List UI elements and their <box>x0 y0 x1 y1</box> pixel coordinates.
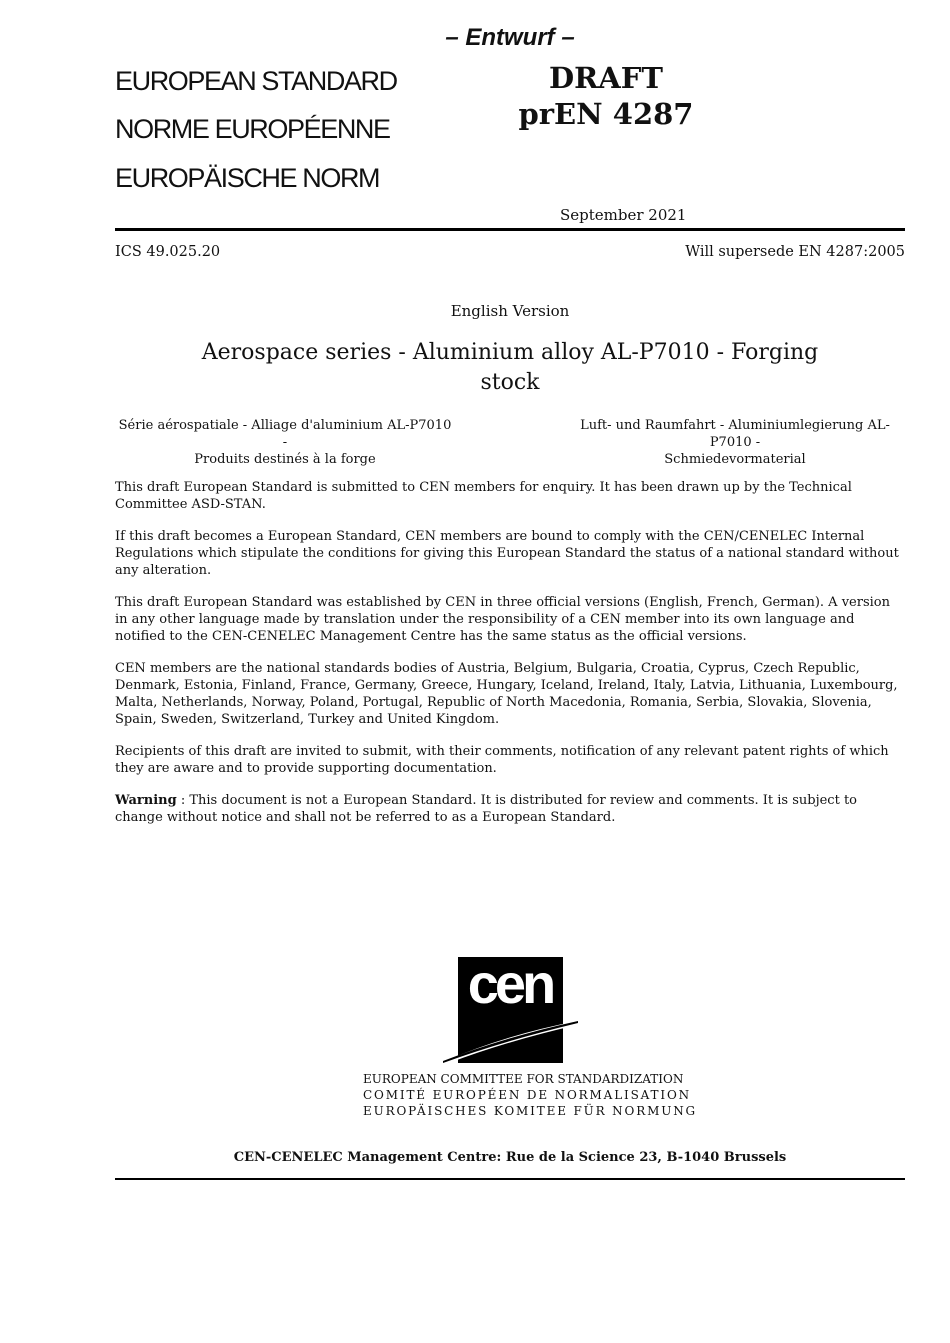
committee-name-de: EUROPÄISCHES KOMITEE FÜR NORMUNG <box>363 1104 697 1118</box>
body-text <box>115 479 905 826</box>
standard-name-en: EUROPEAN STANDARD <box>115 66 397 96</box>
paragraph-patents: Recipients of this draft are invited to submit, with their comments, notification of any relevant patent rights of which they are aware and to provide supporting documentation. <box>115 744 889 776</box>
paragraph-versions: This draft European Standard was established by CEN in three official versions (English, French, German). A version in any other language made by translation under the responsibility of a CEN member into its own language and notified to the CEN-CENELEC Management Centre has the same status as the official versions. <box>115 595 890 644</box>
paragraph-warning <box>115 792 905 826</box>
committee-names <box>363 1071 697 1119</box>
paragraph-compliance: If this draft becomes a European Standard, CEN members are bound to comply with the CEN/CENELEC Internal Regulations which stipulate the conditions for giving this European Standard the status of a national standard without any alteration. <box>115 529 899 578</box>
draft-marker: – Entwurf – <box>445 24 575 51</box>
management-centre-address: CEN-CENELEC Management Centre: Rue de la Science 23, B-1040 Brussels <box>233 1150 787 1165</box>
ics-code: ICS 49.025.20 <box>115 244 221 260</box>
draft-title-block <box>490 60 722 132</box>
warning-label: Warning <box>115 793 177 808</box>
committee-name-fr: COMITÉ EUROPÉEN DE NORMALISATION <box>363 1088 692 1102</box>
committee-name-en: EUROPEAN COMMITTEE FOR STANDARDIZATION <box>363 1072 684 1086</box>
standard-name-de: EUROPÄISCHE NORM <box>115 163 380 193</box>
main-title-line: Aerospace series - Aluminium alloy AL-P7010 - Forging <box>201 340 819 365</box>
standard-name-fr: NORME EUROPÉENNE <box>115 114 390 144</box>
footer-rule <box>115 1178 905 1180</box>
german-title <box>565 417 905 468</box>
german-title-line: Luft- und Raumfahrt - Aluminiumlegierung AL-P7010 - <box>580 418 890 450</box>
warning-text: : This document is not a European Standard. It is distributed for review and comments. It is subject to change without notice and shall not be referred to as a European Standard. <box>115 793 857 825</box>
paragraph-enquiry: This draft European Standard is submitted to CEN members for enquiry. It has been drawn up by the Technical Committee ASD-STAN. <box>115 480 852 512</box>
main-title-line: stock <box>480 370 540 395</box>
french-title-line: Série aérospatiale - Alliage d'aluminium AL-P7010 - <box>118 418 452 450</box>
french-title <box>115 417 455 468</box>
draft-label: DRAFT <box>549 61 663 95</box>
language-version: English Version <box>450 302 570 320</box>
cen-logo-icon <box>443 957 578 1063</box>
paragraph-members: CEN members are the national standards bodies of Austria, Belgium, Bulgaria, Croatia, Cyprus, Czech Republic, Denmark, Estonia, Finland, France, Germany, Greece, Hungary, Iceland, Ireland, Italy, Latvia, Lithuania, Luxembourg, Malta, Netherlands, Norway, Poland, Portugal, Republic of North Macedonia, Romania, Serbia, Slovakia, Slovenia, Spain, Sweden, Switzerland, Turkey and United Kingdom. <box>115 661 898 727</box>
standard-number: prEN 4287 <box>518 97 694 131</box>
cen-logo-text: cen <box>467 957 553 1015</box>
french-title-line: Produits destinés à la forge <box>194 452 376 467</box>
header-rule <box>115 228 905 231</box>
publication-date: September 2021 <box>560 206 687 224</box>
german-title-line: Schmiedevormaterial <box>664 452 806 467</box>
supersede-note: Will supersede EN 4287:2005 <box>685 244 905 260</box>
main-title <box>180 338 840 398</box>
